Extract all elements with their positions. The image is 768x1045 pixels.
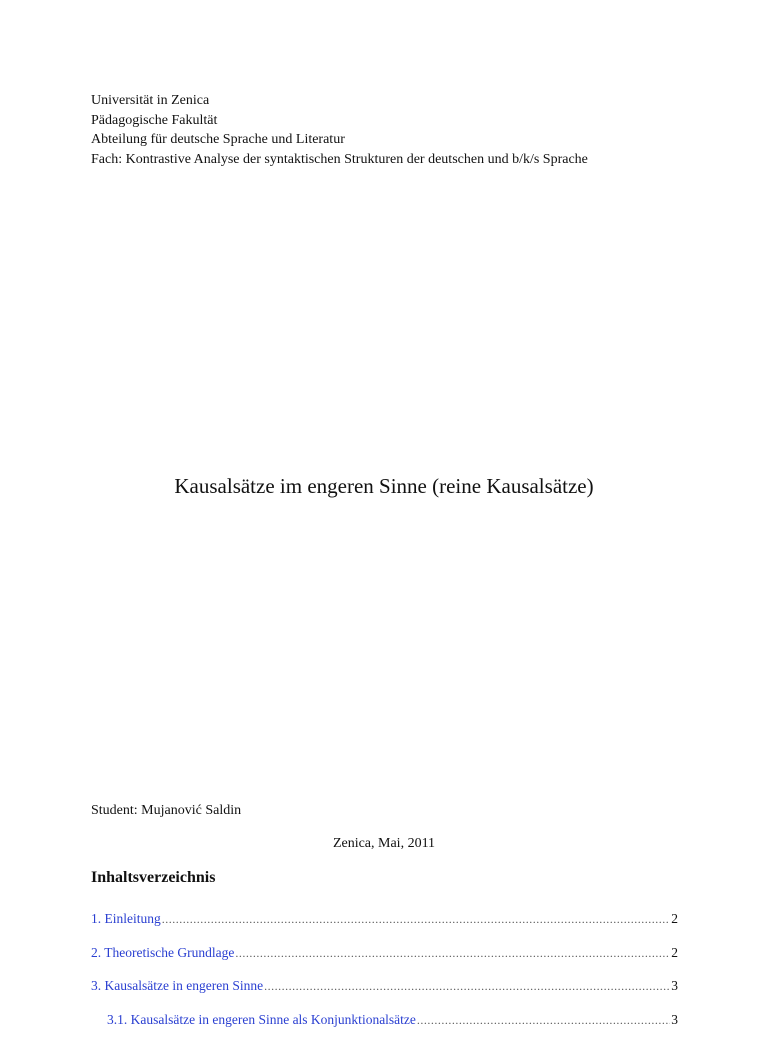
toc-leader-dots (235, 946, 670, 961)
toc-entry-einleitung (91, 911, 678, 945)
toc-link[interactable]: 3.1. Kausalsätze in engeren Sinne als Konjunktionalsätze (107, 1012, 416, 1028)
toc-leader-dots (264, 979, 670, 994)
subject-line: Fach: Kontrastive Analyse der syntaktischen Strukturen der deutschen und b/k/s Sprache (91, 150, 588, 170)
toc-page-number: 2 (671, 911, 678, 927)
toc-leader-dots (417, 1013, 670, 1028)
toc-entry-theoretische-grundlage (91, 945, 678, 979)
toc-leader-dots (162, 912, 671, 927)
faculty-line: Pädagogische Fakultät (91, 111, 588, 131)
department-line: Abteilung für deutsche Sprache und Literatur (91, 130, 588, 150)
toc-page-number: 3 (671, 978, 678, 994)
toc-entry-kausalsaetze (91, 978, 678, 1012)
toc-heading: Inhaltsverzeichnis (91, 869, 215, 887)
toc-link[interactable]: 2. Theoretische Grundlage (91, 945, 234, 961)
university-line: Universität in Zenica (91, 91, 588, 111)
toc-entry-konjunktionalsaetze (91, 1012, 678, 1045)
document-title: Kausalsätze im engeren Sinne (reine Kausalsätze) (0, 474, 768, 499)
toc-page-number: 2 (671, 945, 678, 961)
student-name: Student: Mujanović Saldin (91, 803, 241, 819)
table-of-contents (91, 911, 678, 1045)
toc-page-number: 3 (671, 1012, 678, 1028)
toc-link[interactable]: 3. Kausalsätze in engeren Sinne (91, 978, 263, 994)
institution-header (91, 91, 588, 169)
toc-link[interactable]: 1. Einleitung (91, 911, 161, 927)
place-date: Zenica, Mai, 2011 (0, 836, 768, 852)
